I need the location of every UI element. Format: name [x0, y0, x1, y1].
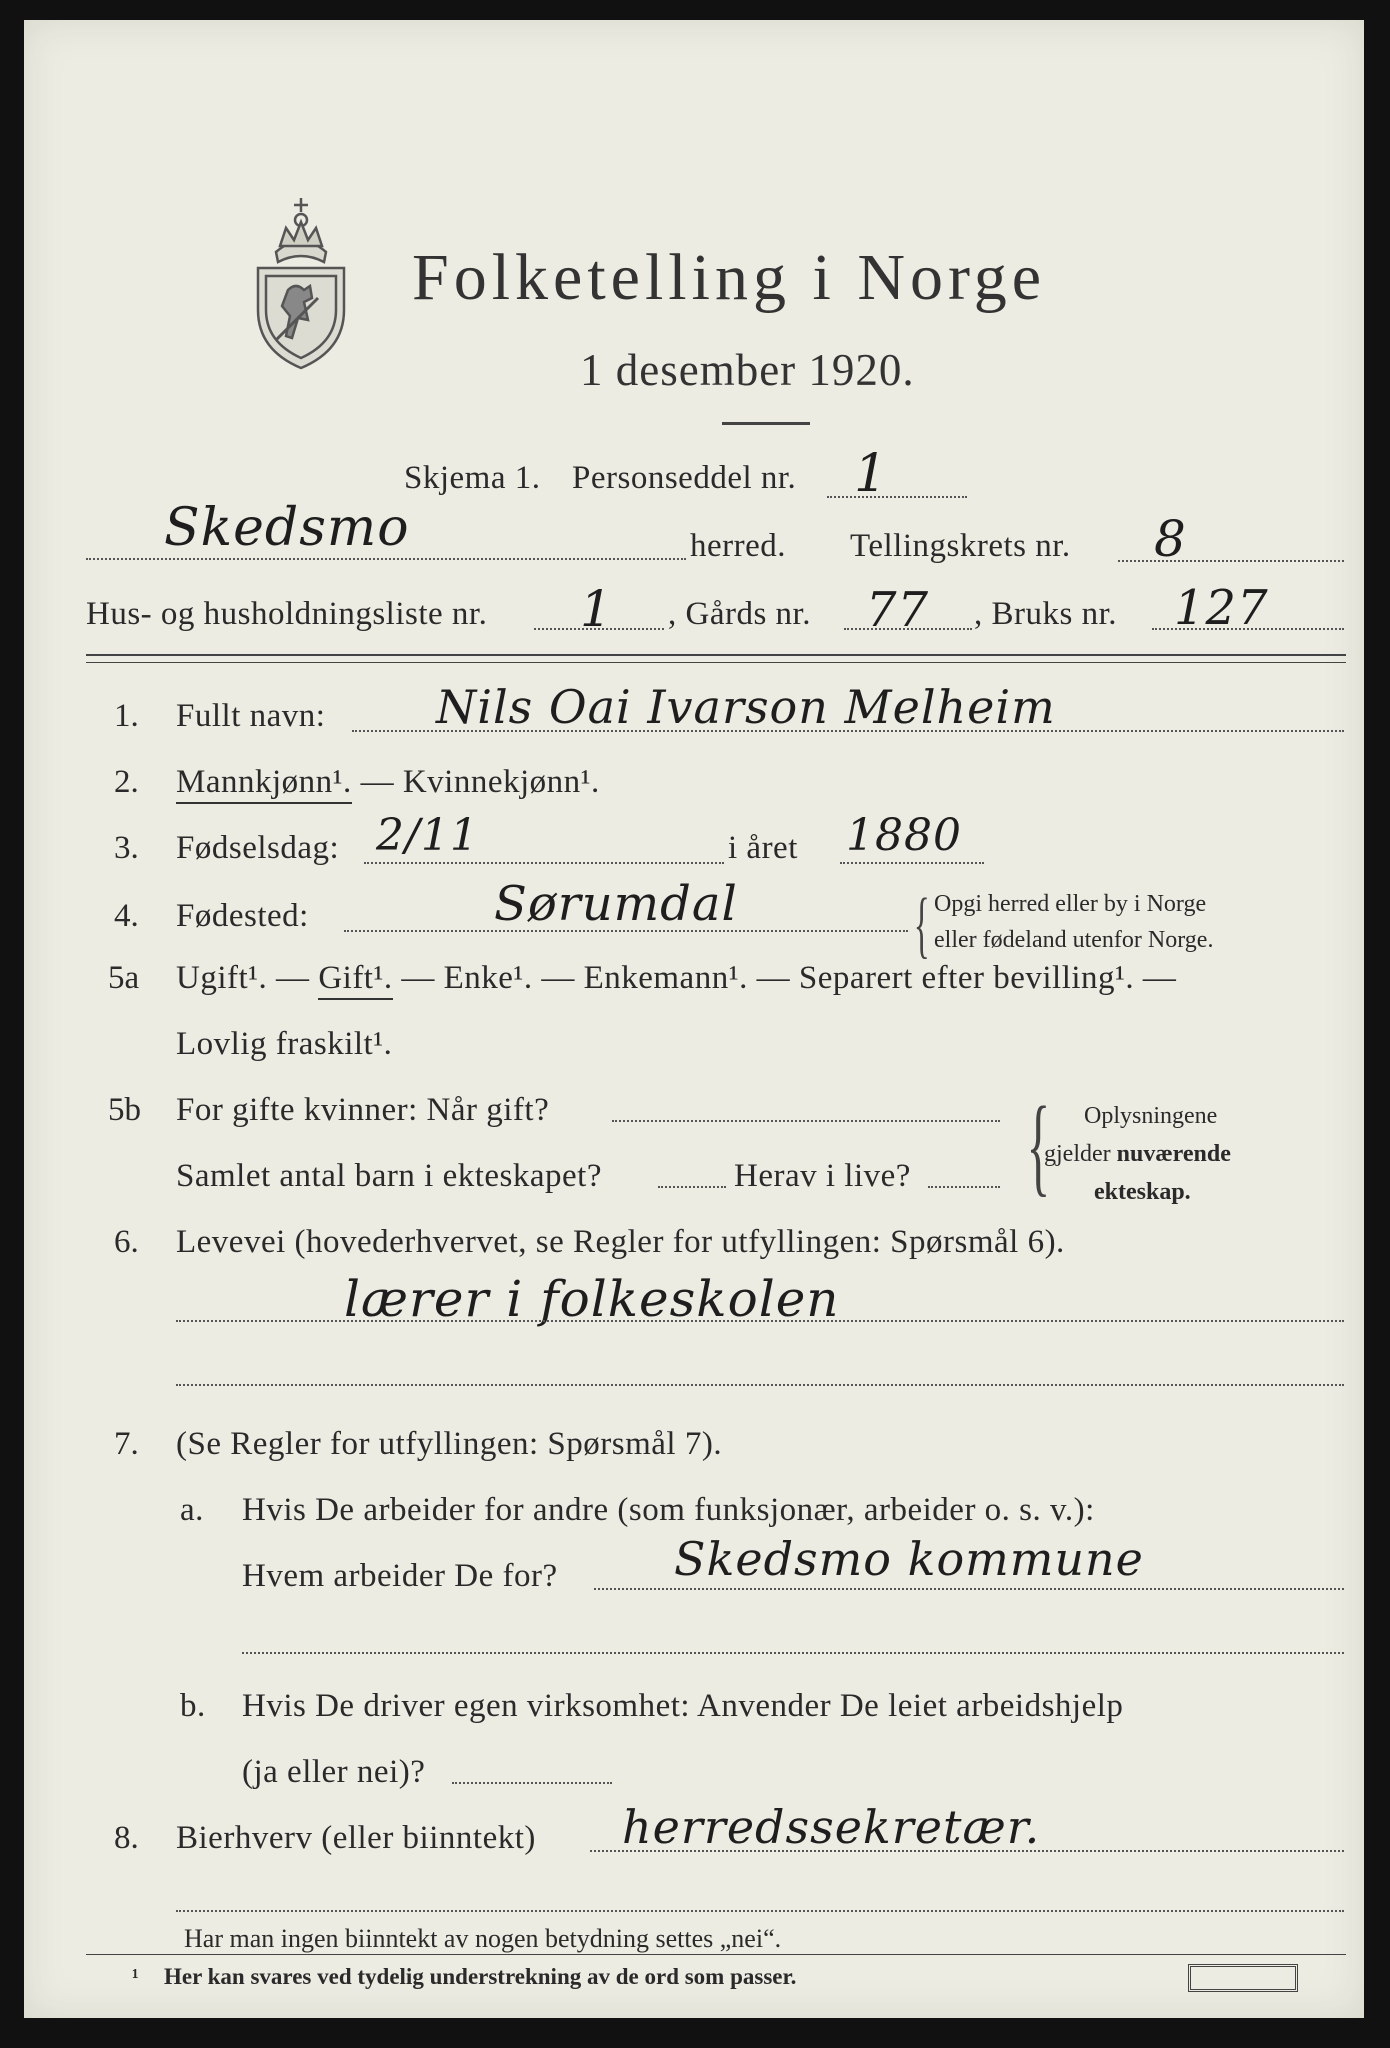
- ugift-option[interactable]: Ugift¹. —: [176, 960, 310, 996]
- title-divider: [722, 422, 810, 425]
- gards-label: , Gårds nr.: [668, 596, 811, 632]
- q4-brace: {: [913, 884, 930, 966]
- q5b-line2a: Samlet antal barn i ekteskapet?: [176, 1158, 603, 1194]
- gender-separator: —: [351, 764, 403, 800]
- q7b-line1: Hvis De driver egen virksomhet: Anvender De leiet arbeidshjelp: [242, 1688, 1124, 1724]
- q8-label: Bierhverv (eller biinntekt): [176, 1820, 536, 1856]
- coat-of-arms-icon: [246, 190, 356, 370]
- q1-number: 1.: [114, 698, 139, 734]
- herred-value[interactable]: Skedsmo: [164, 498, 410, 558]
- q7-number: 7.: [114, 1426, 139, 1462]
- q2-number: 2.: [114, 764, 139, 800]
- q5b-number: 5b: [108, 1092, 141, 1128]
- q7a-line2: Hvem arbeider De for?: [242, 1558, 558, 1594]
- form-title: Folketelling i Norge: [412, 241, 1047, 314]
- q1-label: Fullt navn:: [176, 698, 326, 734]
- printer-stamp-icon: [1188, 1964, 1298, 1992]
- q5b-note2: gjelder nuværende: [1044, 1141, 1231, 1167]
- husliste-value[interactable]: 1: [580, 580, 613, 638]
- q8-number: 8.: [114, 1820, 139, 1856]
- footnote-text: Her kan svares ved tydelig understrekning av de ord som passer.: [164, 1964, 797, 1989]
- census-date: 1 desember 1920.: [580, 345, 915, 395]
- q6-label: Levevei (hovederhvervet, se Regler for utfyllingen: Spørsmål 6).: [176, 1224, 1065, 1260]
- q3-label: Fødselsdag:: [176, 830, 340, 866]
- bruks-value[interactable]: 127: [1174, 580, 1269, 636]
- husliste-label: Hus- og husholdningsliste nr.: [86, 596, 488, 632]
- schema-label: Skjema 1.: [404, 460, 541, 496]
- herred-label: herred.: [690, 528, 787, 564]
- q4-label: Fødested:: [176, 898, 309, 934]
- marital-status-row: [176, 960, 1176, 997]
- q5b-note1: Oplysningene: [1084, 1103, 1218, 1129]
- q5b-line2b: Herav i live?: [734, 1158, 911, 1194]
- personseddel-label: Personseddel nr.: [572, 460, 797, 496]
- q6-number: 6.: [114, 1224, 139, 1260]
- gards-value[interactable]: 77: [866, 582, 930, 638]
- tellingskrets-value[interactable]: 8: [1154, 510, 1187, 568]
- q7b-letter: b.: [180, 1688, 206, 1724]
- q7b-line2: (ja eller nei)?: [242, 1754, 426, 1790]
- q7a-line1: Hvis De arbeider for andre (som funksjonær, arbeider o. s. v.):: [242, 1492, 1095, 1528]
- section-divider: [86, 654, 1346, 656]
- fraskilt-option[interactable]: Lovlig fraskilt¹.: [176, 1026, 393, 1062]
- q3-number: 3.: [114, 830, 139, 866]
- q5b-brace: {: [1026, 1084, 1051, 1206]
- q4-note-line2: eller fødeland utenfor Norge.: [934, 927, 1214, 953]
- male-option[interactable]: Mannkjønn¹.: [176, 764, 352, 804]
- q5b-note3: ekteskap.: [1094, 1179, 1191, 1205]
- other-marital-options[interactable]: — Enke¹. — Enkemann¹. — Separert efter bevilling¹. —: [401, 960, 1177, 996]
- q4-number: 4.: [114, 898, 139, 934]
- tellingskrets-label: Tellingskrets nr.: [850, 528, 1071, 564]
- footnote-mark: ¹: [132, 1964, 139, 1989]
- q5a-number: 5a: [108, 960, 140, 996]
- q4-note-line1: Opgi herred eller by i Norge: [934, 891, 1207, 917]
- gift-option[interactable]: Gift¹.: [318, 960, 392, 1000]
- biinntekt-note: Har man ingen biinntekt av nogen betydning settes „nei“.: [184, 1924, 782, 1953]
- birthplace-value[interactable]: Sørumdal: [494, 876, 738, 932]
- q7-label: (Se Regler for utfyllingen: Spørsmål 7).: [176, 1426, 723, 1462]
- side-occupation-value[interactable]: herredssekretær.: [622, 1800, 1041, 1854]
- census-form: [24, 20, 1364, 2018]
- employer-value[interactable]: Skedsmo kommune: [674, 1532, 1144, 1586]
- birth-day-value[interactable]: 2/11: [376, 810, 479, 861]
- q5b-line1: For gifte kvinner: Når gift?: [176, 1092, 550, 1128]
- occupation-value[interactable]: lærer i folkeskolen: [344, 1270, 840, 1328]
- personseddel-value[interactable]: 1: [854, 444, 889, 504]
- female-option[interactable]: Kvinnekjønn¹.: [402, 764, 600, 800]
- bruks-label: , Bruks nr.: [974, 596, 1118, 632]
- birth-year-value[interactable]: 1880: [846, 810, 962, 861]
- q7a-letter: a.: [180, 1492, 204, 1528]
- gender-row: [176, 764, 600, 801]
- full-name-value[interactable]: Nils Oai Ivarson Melheim: [436, 680, 1056, 734]
- year-label: i året: [728, 830, 798, 866]
